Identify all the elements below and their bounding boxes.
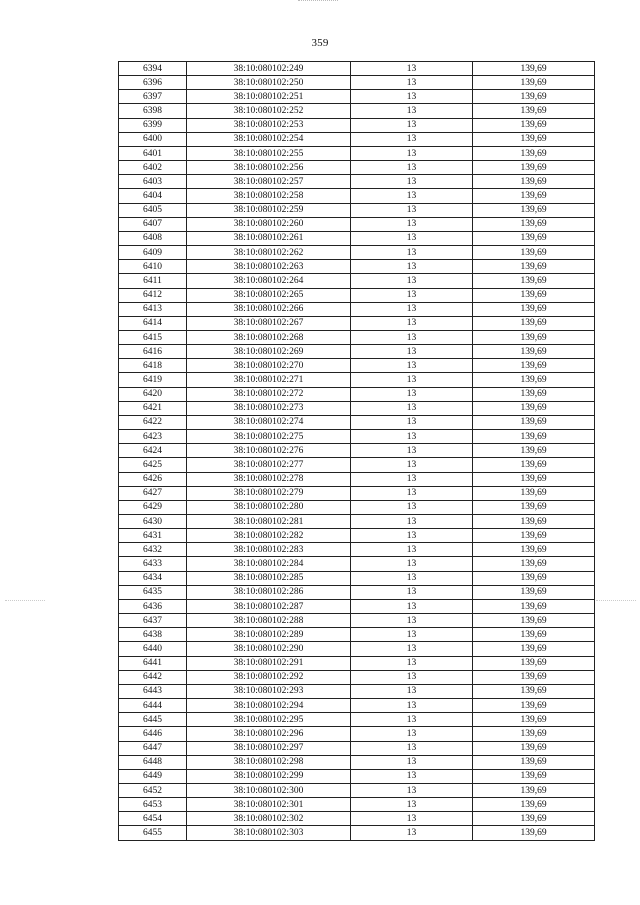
table-row bbox=[119, 486, 595, 500]
value-cell: 139,69 bbox=[473, 231, 595, 245]
code-cell: 13 bbox=[351, 316, 473, 330]
row-number-cell: 6430 bbox=[119, 515, 187, 529]
row-number-cell: 6422 bbox=[119, 415, 187, 429]
cadastral-number-cell: 38:10:080102:297 bbox=[187, 741, 351, 755]
cadastral-number-cell: 38:10:080102:253 bbox=[187, 118, 351, 132]
row-number-cell: 6405 bbox=[119, 203, 187, 217]
table-row bbox=[119, 472, 595, 486]
value-cell: 139,69 bbox=[473, 486, 595, 500]
code-cell: 13 bbox=[351, 203, 473, 217]
code-cell: 13 bbox=[351, 345, 473, 359]
cadastral-number-cell: 38:10:080102:275 bbox=[187, 430, 351, 444]
code-cell: 13 bbox=[351, 741, 473, 755]
cadastral-number-cell: 38:10:080102:289 bbox=[187, 628, 351, 642]
code-cell: 13 bbox=[351, 189, 473, 203]
code-cell: 13 bbox=[351, 288, 473, 302]
code-cell: 13 bbox=[351, 812, 473, 826]
code-cell: 13 bbox=[351, 515, 473, 529]
value-cell: 139,69 bbox=[473, 699, 595, 713]
parcel-table bbox=[118, 61, 595, 841]
code-cell: 13 bbox=[351, 132, 473, 146]
table-row bbox=[119, 288, 595, 302]
cadastral-number-cell: 38:10:080102:260 bbox=[187, 217, 351, 231]
cadastral-number-cell: 38:10:080102:264 bbox=[187, 274, 351, 288]
value-cell: 139,69 bbox=[473, 529, 595, 543]
row-number-cell: 6397 bbox=[119, 90, 187, 104]
value-cell: 139,69 bbox=[473, 741, 595, 755]
cadastral-number-cell: 38:10:080102:286 bbox=[187, 585, 351, 599]
row-number-cell: 6399 bbox=[119, 118, 187, 132]
code-cell: 13 bbox=[351, 798, 473, 812]
code-cell: 13 bbox=[351, 557, 473, 571]
table-row bbox=[119, 783, 595, 797]
row-number-cell: 6415 bbox=[119, 330, 187, 344]
value-cell: 139,69 bbox=[473, 316, 595, 330]
row-number-cell: 6409 bbox=[119, 246, 187, 260]
value-cell: 139,69 bbox=[473, 274, 595, 288]
row-number-cell: 6419 bbox=[119, 373, 187, 387]
cadastral-number-cell: 38:10:080102:256 bbox=[187, 161, 351, 175]
value-cell: 139,69 bbox=[473, 345, 595, 359]
value-cell: 139,69 bbox=[473, 798, 595, 812]
value-cell: 139,69 bbox=[473, 246, 595, 260]
value-cell: 139,69 bbox=[473, 656, 595, 670]
value-cell: 139,69 bbox=[473, 642, 595, 656]
value-cell: 139,69 bbox=[473, 444, 595, 458]
value-cell: 139,69 bbox=[473, 359, 595, 373]
table-row bbox=[119, 387, 595, 401]
cadastral-number-cell: 38:10:080102:303 bbox=[187, 826, 351, 840]
cadastral-number-cell: 38:10:080102:251 bbox=[187, 90, 351, 104]
value-cell: 139,69 bbox=[473, 628, 595, 642]
value-cell: 139,69 bbox=[473, 62, 595, 76]
table-row bbox=[119, 741, 595, 755]
row-number-cell: 6396 bbox=[119, 76, 187, 90]
cadastral-number-cell: 38:10:080102:290 bbox=[187, 642, 351, 656]
code-cell: 13 bbox=[351, 217, 473, 231]
table-row bbox=[119, 727, 595, 741]
value-cell: 139,69 bbox=[473, 288, 595, 302]
row-number-cell: 6416 bbox=[119, 345, 187, 359]
row-number-cell: 6455 bbox=[119, 826, 187, 840]
value-cell: 139,69 bbox=[473, 401, 595, 415]
row-number-cell: 6421 bbox=[119, 401, 187, 415]
row-number-cell: 6404 bbox=[119, 189, 187, 203]
row-number-cell: 6423 bbox=[119, 430, 187, 444]
cadastral-number-cell: 38:10:080102:261 bbox=[187, 231, 351, 245]
table-row bbox=[119, 373, 595, 387]
table-row bbox=[119, 104, 595, 118]
cadastral-number-cell: 38:10:080102:254 bbox=[187, 132, 351, 146]
table-row bbox=[119, 302, 595, 316]
code-cell: 13 bbox=[351, 599, 473, 613]
cadastral-number-cell: 38:10:080102:279 bbox=[187, 486, 351, 500]
value-cell: 139,69 bbox=[473, 472, 595, 486]
table-row bbox=[119, 642, 595, 656]
code-cell: 13 bbox=[351, 260, 473, 274]
table-row bbox=[119, 585, 595, 599]
table-row bbox=[119, 316, 595, 330]
row-number-cell: 6401 bbox=[119, 146, 187, 160]
row-number-cell: 6425 bbox=[119, 458, 187, 472]
row-number-cell: 6435 bbox=[119, 585, 187, 599]
table-row bbox=[119, 146, 595, 160]
cadastral-number-cell: 38:10:080102:295 bbox=[187, 713, 351, 727]
table-row bbox=[119, 500, 595, 514]
row-number-cell: 6449 bbox=[119, 769, 187, 783]
table-row bbox=[119, 515, 595, 529]
cadastral-number-cell: 38:10:080102:273 bbox=[187, 401, 351, 415]
code-cell: 13 bbox=[351, 783, 473, 797]
table-row bbox=[119, 231, 595, 245]
table-row bbox=[119, 359, 595, 373]
cadastral-number-cell: 38:10:080102:280 bbox=[187, 500, 351, 514]
code-cell: 13 bbox=[351, 529, 473, 543]
row-number-cell: 6394 bbox=[119, 62, 187, 76]
cadastral-number-cell: 38:10:080102:302 bbox=[187, 812, 351, 826]
code-cell: 13 bbox=[351, 670, 473, 684]
value-cell: 139,69 bbox=[473, 373, 595, 387]
value-cell: 139,69 bbox=[473, 599, 595, 613]
cadastral-number-cell: 38:10:080102:267 bbox=[187, 316, 351, 330]
table-row bbox=[119, 415, 595, 429]
value-cell: 139,69 bbox=[473, 118, 595, 132]
row-number-cell: 6403 bbox=[119, 175, 187, 189]
row-number-cell: 6429 bbox=[119, 500, 187, 514]
table-row bbox=[119, 557, 595, 571]
parcel-table-body bbox=[119, 62, 595, 841]
code-cell: 13 bbox=[351, 486, 473, 500]
table-row bbox=[119, 274, 595, 288]
table-row bbox=[119, 670, 595, 684]
cadastral-number-cell: 38:10:080102:277 bbox=[187, 458, 351, 472]
table-row bbox=[119, 118, 595, 132]
table-row bbox=[119, 755, 595, 769]
scan-artifact-top bbox=[298, 0, 338, 4]
row-number-cell: 6444 bbox=[119, 699, 187, 713]
scan-artifact-left bbox=[5, 600, 45, 601]
row-number-cell: 6447 bbox=[119, 741, 187, 755]
row-number-cell: 6407 bbox=[119, 217, 187, 231]
row-number-cell: 6454 bbox=[119, 812, 187, 826]
row-number-cell: 6452 bbox=[119, 783, 187, 797]
row-number-cell: 6424 bbox=[119, 444, 187, 458]
value-cell: 139,69 bbox=[473, 104, 595, 118]
code-cell: 13 bbox=[351, 472, 473, 486]
code-cell: 13 bbox=[351, 458, 473, 472]
table-row bbox=[119, 132, 595, 146]
value-cell: 139,69 bbox=[473, 203, 595, 217]
cadastral-number-cell: 38:10:080102:299 bbox=[187, 769, 351, 783]
row-number-cell: 6427 bbox=[119, 486, 187, 500]
cadastral-number-cell: 38:10:080102:284 bbox=[187, 557, 351, 571]
code-cell: 13 bbox=[351, 146, 473, 160]
value-cell: 139,69 bbox=[473, 783, 595, 797]
table-row bbox=[119, 713, 595, 727]
cadastral-number-cell: 38:10:080102:250 bbox=[187, 76, 351, 90]
row-number-cell: 6414 bbox=[119, 316, 187, 330]
row-number-cell: 6443 bbox=[119, 684, 187, 698]
cadastral-number-cell: 38:10:080102:274 bbox=[187, 415, 351, 429]
code-cell: 13 bbox=[351, 769, 473, 783]
table-row bbox=[119, 543, 595, 557]
code-cell: 13 bbox=[351, 826, 473, 840]
code-cell: 13 bbox=[351, 246, 473, 260]
table-row bbox=[119, 444, 595, 458]
code-cell: 13 bbox=[351, 430, 473, 444]
value-cell: 139,69 bbox=[473, 189, 595, 203]
value-cell: 139,69 bbox=[473, 175, 595, 189]
row-number-cell: 6420 bbox=[119, 387, 187, 401]
cadastral-number-cell: 38:10:080102:291 bbox=[187, 656, 351, 670]
code-cell: 13 bbox=[351, 415, 473, 429]
table-row bbox=[119, 812, 595, 826]
scan-artifact-right bbox=[596, 600, 636, 601]
cadastral-number-cell: 38:10:080102:263 bbox=[187, 260, 351, 274]
code-cell: 13 bbox=[351, 684, 473, 698]
table-row bbox=[119, 90, 595, 104]
cadastral-number-cell: 38:10:080102:257 bbox=[187, 175, 351, 189]
table-row bbox=[119, 401, 595, 415]
code-cell: 13 bbox=[351, 302, 473, 316]
code-cell: 13 bbox=[351, 543, 473, 557]
code-cell: 13 bbox=[351, 90, 473, 104]
value-cell: 139,69 bbox=[473, 713, 595, 727]
code-cell: 13 bbox=[351, 104, 473, 118]
value-cell: 139,69 bbox=[473, 161, 595, 175]
value-cell: 139,69 bbox=[473, 500, 595, 514]
page-number: 359 bbox=[311, 37, 329, 49]
cadastral-number-cell: 38:10:080102:269 bbox=[187, 345, 351, 359]
value-cell: 139,69 bbox=[473, 515, 595, 529]
value-cell: 139,69 bbox=[473, 812, 595, 826]
table-row bbox=[119, 330, 595, 344]
table-row bbox=[119, 217, 595, 231]
table-row bbox=[119, 798, 595, 812]
table-row bbox=[119, 826, 595, 840]
row-number-cell: 6442 bbox=[119, 670, 187, 684]
table-row bbox=[119, 628, 595, 642]
value-cell: 139,69 bbox=[473, 543, 595, 557]
value-cell: 139,69 bbox=[473, 557, 595, 571]
value-cell: 139,69 bbox=[473, 670, 595, 684]
value-cell: 139,69 bbox=[473, 146, 595, 160]
row-number-cell: 6438 bbox=[119, 628, 187, 642]
row-number-cell: 6412 bbox=[119, 288, 187, 302]
table-row bbox=[119, 529, 595, 543]
code-cell: 13 bbox=[351, 727, 473, 741]
value-cell: 139,69 bbox=[473, 571, 595, 585]
row-number-cell: 6437 bbox=[119, 614, 187, 628]
table-row bbox=[119, 189, 595, 203]
row-number-cell: 6408 bbox=[119, 231, 187, 245]
value-cell: 139,69 bbox=[473, 330, 595, 344]
cadastral-number-cell: 38:10:080102:252 bbox=[187, 104, 351, 118]
code-cell: 13 bbox=[351, 231, 473, 245]
value-cell: 139,69 bbox=[473, 260, 595, 274]
code-cell: 13 bbox=[351, 401, 473, 415]
table-row bbox=[119, 246, 595, 260]
cadastral-number-cell: 38:10:080102:266 bbox=[187, 302, 351, 316]
cadastral-number-cell: 38:10:080102:278 bbox=[187, 472, 351, 486]
row-number-cell: 6433 bbox=[119, 557, 187, 571]
code-cell: 13 bbox=[351, 175, 473, 189]
code-cell: 13 bbox=[351, 387, 473, 401]
cadastral-number-cell: 38:10:080102:301 bbox=[187, 798, 351, 812]
cadastral-number-cell: 38:10:080102:276 bbox=[187, 444, 351, 458]
code-cell: 13 bbox=[351, 330, 473, 344]
table-row bbox=[119, 458, 595, 472]
table-row bbox=[119, 203, 595, 217]
cadastral-number-cell: 38:10:080102:300 bbox=[187, 783, 351, 797]
row-number-cell: 6446 bbox=[119, 727, 187, 741]
table-row bbox=[119, 260, 595, 274]
value-cell: 139,69 bbox=[473, 387, 595, 401]
cadastral-number-cell: 38:10:080102:298 bbox=[187, 755, 351, 769]
cadastral-number-cell: 38:10:080102:265 bbox=[187, 288, 351, 302]
row-number-cell: 6426 bbox=[119, 472, 187, 486]
code-cell: 13 bbox=[351, 76, 473, 90]
code-cell: 13 bbox=[351, 444, 473, 458]
code-cell: 13 bbox=[351, 161, 473, 175]
value-cell: 139,69 bbox=[473, 132, 595, 146]
code-cell: 13 bbox=[351, 642, 473, 656]
cadastral-number-cell: 38:10:080102:270 bbox=[187, 359, 351, 373]
cadastral-number-cell: 38:10:080102:293 bbox=[187, 684, 351, 698]
value-cell: 139,69 bbox=[473, 684, 595, 698]
cadastral-number-cell: 38:10:080102:262 bbox=[187, 246, 351, 260]
cadastral-number-cell: 38:10:080102:292 bbox=[187, 670, 351, 684]
row-number-cell: 6445 bbox=[119, 713, 187, 727]
code-cell: 13 bbox=[351, 118, 473, 132]
cadastral-number-cell: 38:10:080102:259 bbox=[187, 203, 351, 217]
value-cell: 139,69 bbox=[473, 727, 595, 741]
code-cell: 13 bbox=[351, 500, 473, 514]
row-number-cell: 6432 bbox=[119, 543, 187, 557]
value-cell: 139,69 bbox=[473, 430, 595, 444]
row-number-cell: 6453 bbox=[119, 798, 187, 812]
code-cell: 13 bbox=[351, 713, 473, 727]
table-row bbox=[119, 599, 595, 613]
table-row bbox=[119, 161, 595, 175]
row-number-cell: 6440 bbox=[119, 642, 187, 656]
table-row bbox=[119, 614, 595, 628]
code-cell: 13 bbox=[351, 614, 473, 628]
value-cell: 139,69 bbox=[473, 826, 595, 840]
cadastral-number-cell: 38:10:080102:296 bbox=[187, 727, 351, 741]
row-number-cell: 6402 bbox=[119, 161, 187, 175]
code-cell: 13 bbox=[351, 359, 473, 373]
row-number-cell: 6441 bbox=[119, 656, 187, 670]
table-row bbox=[119, 684, 595, 698]
table-row bbox=[119, 430, 595, 444]
code-cell: 13 bbox=[351, 373, 473, 387]
cadastral-number-cell: 38:10:080102:272 bbox=[187, 387, 351, 401]
row-number-cell: 6400 bbox=[119, 132, 187, 146]
cadastral-number-cell: 38:10:080102:285 bbox=[187, 571, 351, 585]
cadastral-number-cell: 38:10:080102:294 bbox=[187, 699, 351, 713]
row-number-cell: 6418 bbox=[119, 359, 187, 373]
row-number-cell: 6398 bbox=[119, 104, 187, 118]
cadastral-number-cell: 38:10:080102:255 bbox=[187, 146, 351, 160]
value-cell: 139,69 bbox=[473, 76, 595, 90]
table-row bbox=[119, 699, 595, 713]
row-number-cell: 6434 bbox=[119, 571, 187, 585]
cadastral-number-cell: 38:10:080102:271 bbox=[187, 373, 351, 387]
cadastral-number-cell: 38:10:080102:258 bbox=[187, 189, 351, 203]
cadastral-number-cell: 38:10:080102:283 bbox=[187, 543, 351, 557]
cadastral-number-cell: 38:10:080102:249 bbox=[187, 62, 351, 76]
value-cell: 139,69 bbox=[473, 415, 595, 429]
cadastral-number-cell: 38:10:080102:268 bbox=[187, 330, 351, 344]
table-row bbox=[119, 656, 595, 670]
code-cell: 13 bbox=[351, 755, 473, 769]
row-number-cell: 6410 bbox=[119, 260, 187, 274]
cadastral-number-cell: 38:10:080102:282 bbox=[187, 529, 351, 543]
value-cell: 139,69 bbox=[473, 217, 595, 231]
table-row bbox=[119, 175, 595, 189]
row-number-cell: 6448 bbox=[119, 755, 187, 769]
row-number-cell: 6436 bbox=[119, 599, 187, 613]
value-cell: 139,69 bbox=[473, 90, 595, 104]
row-number-cell: 6431 bbox=[119, 529, 187, 543]
cadastral-number-cell: 38:10:080102:288 bbox=[187, 614, 351, 628]
value-cell: 139,69 bbox=[473, 302, 595, 316]
cadastral-number-cell: 38:10:080102:287 bbox=[187, 599, 351, 613]
value-cell: 139,69 bbox=[473, 614, 595, 628]
value-cell: 139,69 bbox=[473, 769, 595, 783]
row-number-cell: 6411 bbox=[119, 274, 187, 288]
code-cell: 13 bbox=[351, 699, 473, 713]
code-cell: 13 bbox=[351, 274, 473, 288]
value-cell: 139,69 bbox=[473, 585, 595, 599]
code-cell: 13 bbox=[351, 571, 473, 585]
table-row bbox=[119, 62, 595, 76]
table-row bbox=[119, 76, 595, 90]
code-cell: 13 bbox=[351, 656, 473, 670]
table-row bbox=[119, 571, 595, 585]
code-cell: 13 bbox=[351, 628, 473, 642]
code-cell: 13 bbox=[351, 585, 473, 599]
row-number-cell: 6413 bbox=[119, 302, 187, 316]
value-cell: 139,69 bbox=[473, 755, 595, 769]
value-cell: 139,69 bbox=[473, 458, 595, 472]
cadastral-number-cell: 38:10:080102:281 bbox=[187, 515, 351, 529]
code-cell: 13 bbox=[351, 62, 473, 76]
table-row bbox=[119, 345, 595, 359]
table-row bbox=[119, 769, 595, 783]
